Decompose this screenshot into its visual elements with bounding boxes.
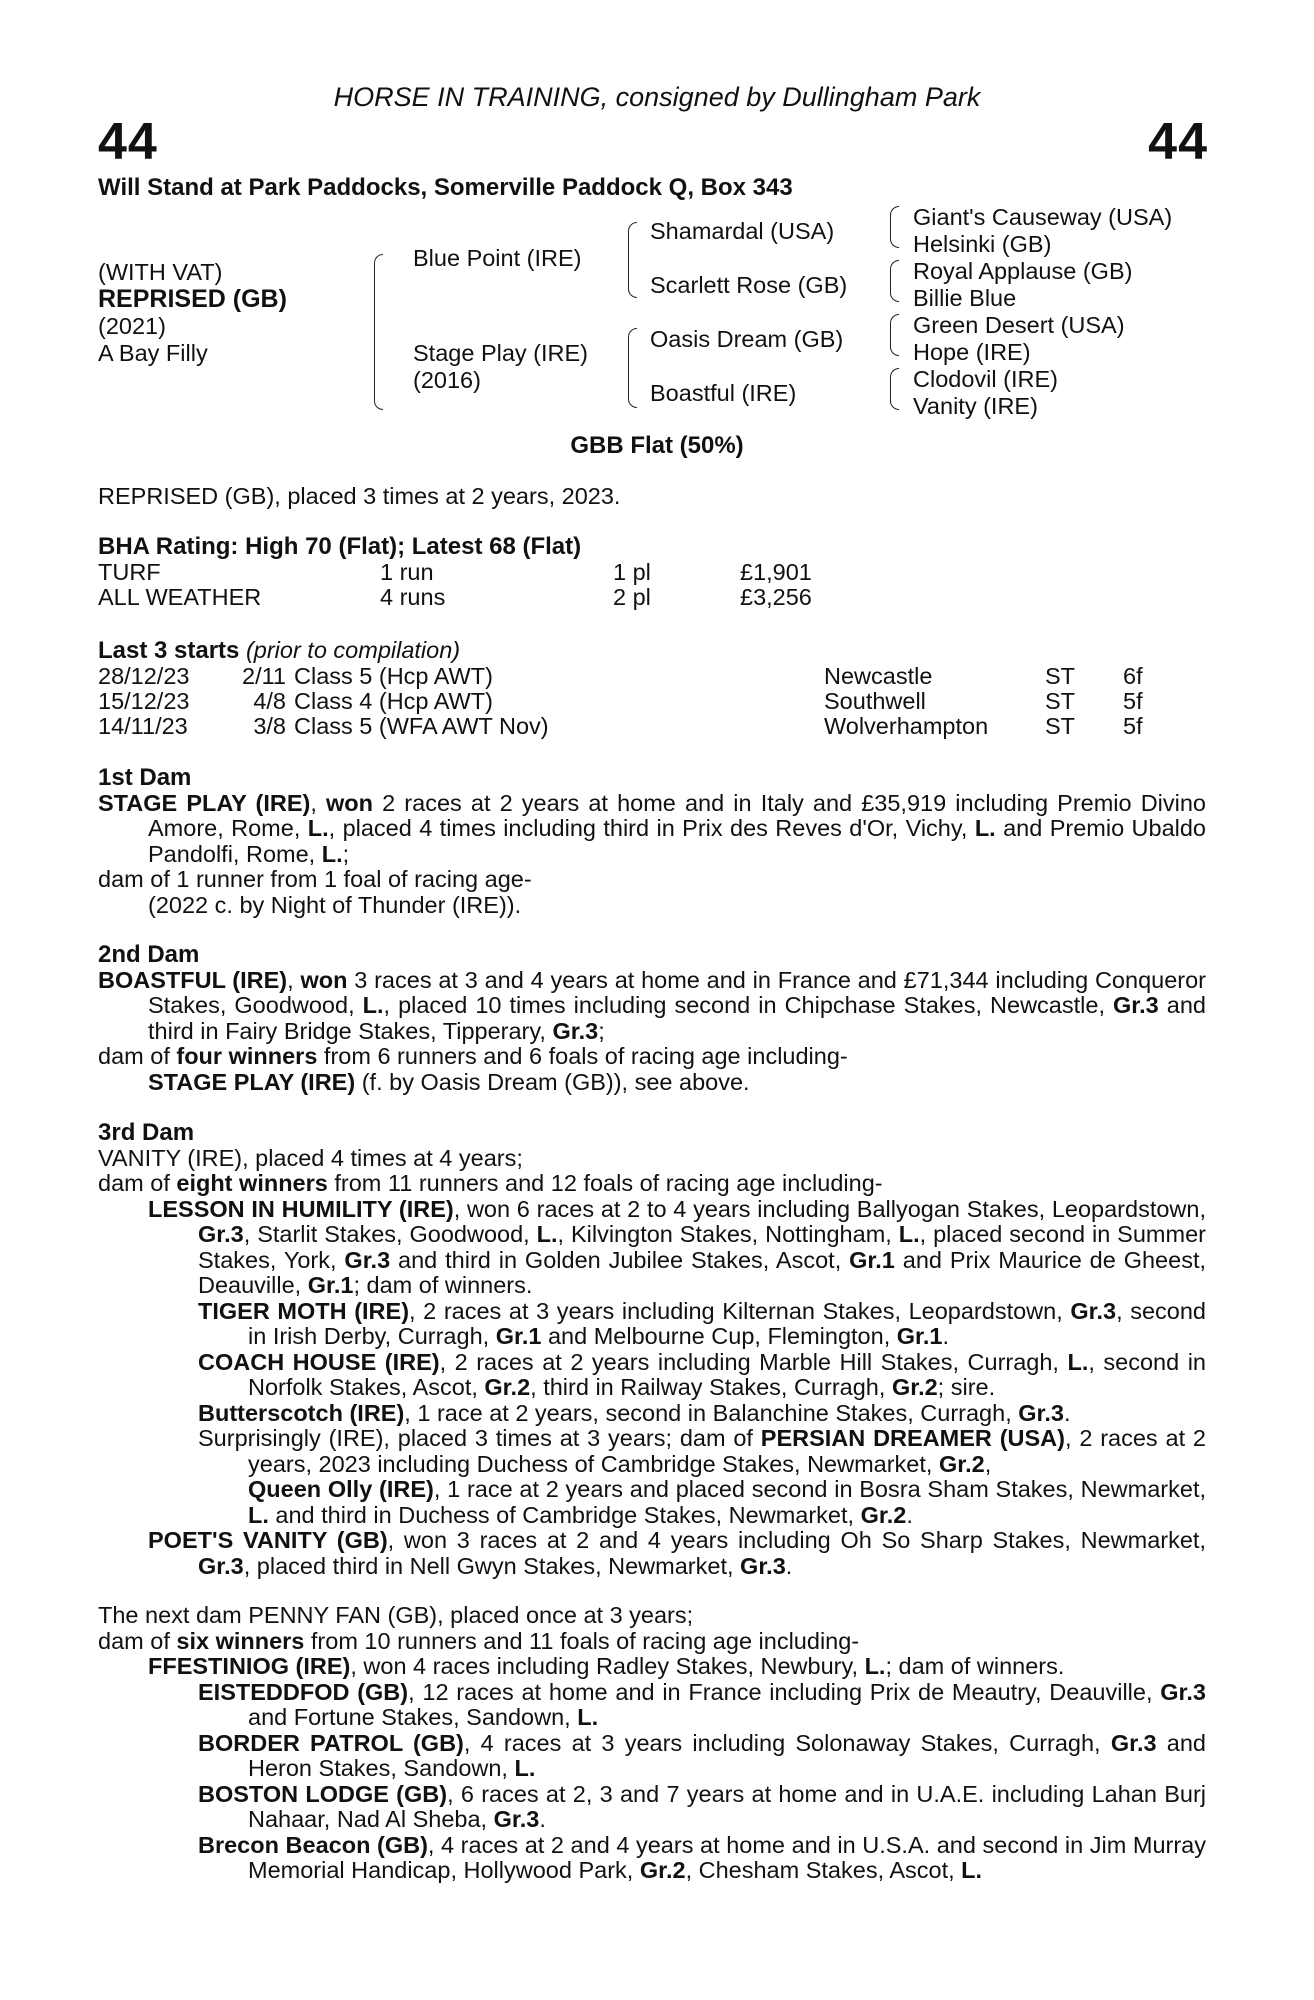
distance-cell: 6f [1123, 662, 1143, 689]
ss-dam: Helsinki (GB) [913, 231, 1052, 257]
next-dam-section [98, 1603, 1206, 1884]
group-mark: Gr.3 [1110, 1729, 1157, 1756]
ds-dam: Hope (IRE) [913, 339, 1031, 365]
group-mark: Gr.3 [1018, 1399, 1064, 1426]
placings-cell: 1 pl [613, 558, 651, 585]
dam-dam: Boastful (IRE) [650, 380, 797, 406]
progeny-name: EISTEDDFOD (GB) [198, 1678, 409, 1705]
position-cell: 4/8 [253, 687, 286, 714]
group-mark: Gr.2 [860, 1501, 907, 1528]
group-mark: Gr.3 [1070, 1297, 1117, 1324]
table-row [98, 560, 812, 585]
first-dam-section [98, 765, 1206, 918]
record-text: , 1 race at 2 years and placed second in Bosra Sham Stakes, Newmarket, [433, 1476, 1206, 1502]
record-text: , third in Railway Stakes, Curragh, [530, 1374, 892, 1400]
position-cell: 2/11 [242, 662, 286, 689]
progeny-name: BOSTON LODGE (GB) [198, 1780, 448, 1807]
record-text: , 12 races at home and in France including Prix de Meautry, Deauville, [408, 1678, 1161, 1705]
record-text: , Kilvington Stakes, Nottingham, [557, 1221, 899, 1247]
group-mark: Gr.2 [938, 1450, 985, 1477]
lot-number-left: 44 [98, 113, 158, 171]
progeny-name: Queen Olly (IRE) [248, 1476, 434, 1502]
won-word: won [326, 789, 374, 816]
grandprogeny-border-patrol [98, 1731, 1206, 1782]
group-mark: Gr.3 [344, 1246, 391, 1273]
record-text: , placed 4 times including third in Prix des Reves d'Or, Vichy, [328, 815, 975, 841]
dam-year: (2016) [413, 367, 481, 393]
rating-section [98, 534, 1206, 610]
lot-number-right: 44 [1148, 113, 1208, 171]
group-mark: Gr.2 [639, 1857, 686, 1883]
first-dam-record: STAGE PLAY (IRE), won 2 races at 2 years at home and in Italy and £35,919 including Premio Divino Amore, Rome, L., placed 4 times including third in Prix des Reves d'Or, Vichy, L. and Premio Ubaldo Pandolfi, Rome, L.; [98, 789, 1207, 867]
listed-mark: L. [961, 1857, 983, 1883]
winners-count: six winners [176, 1627, 305, 1654]
runs-cell: 4 runs [380, 583, 446, 610]
sd-dam: Billie Blue [913, 285, 1017, 311]
progeny-name: Butterscotch (IRE) [198, 1399, 405, 1426]
record-text: ; sire. [937, 1374, 996, 1400]
record-text: and Heron Stakes, Sandown, [248, 1729, 1206, 1781]
class-cell: Class 4 (Hcp AWT) [294, 687, 493, 714]
record-text: dam of [98, 1170, 177, 1196]
second-dam-progeny [98, 1070, 1206, 1096]
grandprogeny-surprisingly: Surprisingly (IRE), placed 3 times at 3 years; dam of PERSIAN DREAMER (USA), 2 races at 2 years, 2023 including Duchess of Cambridge Stakes, Newmarket, Gr.2, Queen Olly (IRE), 1 race at 2 years and placed second in Bosra Sham Stakes, Newmarket, L. and third in Duchess of Cambridge Stakes, Newmarket, Gr.2. [198, 1425, 1206, 1528]
surface-cell: ALL WEATHER [98, 583, 262, 610]
group-mark: Gr.1 [307, 1272, 354, 1298]
listed-mark: L. [898, 1221, 920, 1247]
listed-mark: L. [307, 815, 329, 841]
winners-count: eight winners [176, 1170, 328, 1196]
third-dam-produce [98, 1171, 1206, 1197]
grandprogeny-boston-lodge [98, 1782, 1206, 1833]
sire-dam: Scarlett Rose (GB) [650, 272, 848, 298]
horse-name: REPRISED (GB) [98, 285, 287, 313]
first-dam-foal: (2022 c. by Night of Thunder (IRE)). [148, 891, 522, 918]
table-row [98, 585, 812, 610]
grandprogeny-butterscotch [98, 1401, 1206, 1427]
table-row [98, 714, 1143, 739]
rating-table [98, 560, 812, 610]
progeny-name: STAGE PLAY (IRE) [148, 1068, 356, 1095]
starts-table [98, 664, 1143, 739]
going-cell: ST [1045, 712, 1076, 739]
going-cell: ST [1045, 662, 1076, 689]
date-cell: 15/12/23 [98, 687, 190, 714]
second-dam-produce [98, 1044, 1206, 1070]
record-text: , placed third in Nell Gwyn Stakes, Newmarket, [243, 1552, 741, 1579]
progeny-name: FFESTINIOG (IRE) [148, 1653, 351, 1679]
record-text: . [1063, 1399, 1071, 1426]
third-dam-heading: 3rd Dam [98, 1119, 195, 1146]
consignment-header: HORSE IN TRAINING, consigned by Dullingham Park [333, 82, 981, 112]
sd-sire: Royal Applause (GB) [913, 258, 1133, 284]
dam: Stage Play (IRE) [413, 340, 589, 366]
runs-cell: 1 run [380, 558, 434, 585]
going-cell: ST [1045, 687, 1076, 714]
record-text: from 11 runners and 12 foals of racing age including- [327, 1170, 883, 1196]
record-text: ; dam of winners. [885, 1653, 1065, 1679]
dam-sire: Oasis Dream (GB) [650, 326, 844, 352]
second-dam-heading: 2nd Dam [98, 941, 200, 968]
progeny-poets-vanity [98, 1528, 1206, 1579]
group-mark: Gr.2 [891, 1374, 938, 1400]
record-text: , placed 10 times including second in Chipchase Stakes, Newcastle, [383, 992, 1114, 1018]
last-starts-title: Last 3 starts [98, 637, 240, 664]
record-text: . [942, 1323, 950, 1349]
winners-count: four winners [176, 1043, 318, 1069]
progeny-name: COACH HOUSE (IRE) [198, 1348, 440, 1375]
group-mark: Gr.3 [1113, 992, 1159, 1018]
stand-location: Will Stand at Park Paddocks, Somerville Paddock Q, Box 343 [98, 174, 793, 201]
record-text: . [906, 1501, 913, 1528]
listed-mark: L. [514, 1755, 536, 1781]
record-text: dam of [98, 1627, 177, 1654]
group-mark: Gr.3 [198, 1552, 244, 1579]
record-text: from 6 runners and 6 foals of racing age including- [317, 1043, 848, 1069]
listed-mark: L. [577, 1704, 599, 1730]
record-text: , 4 races at 3 years including Solonaway Stakes, Curragh, [463, 1729, 1111, 1756]
record-text: , Chesham Stakes, Ascot, [685, 1857, 962, 1883]
grandprogeny-brecon-beacon [98, 1833, 1206, 1884]
grandprogeny-tiger-moth [98, 1299, 1206, 1350]
third-dam-section [98, 1120, 1206, 1579]
dd-dam: Vanity (IRE) [913, 393, 1038, 419]
grandprogeny-coach-house [98, 1350, 1206, 1401]
progeny-ffestiniog [98, 1654, 1206, 1680]
listed-mark: L. [248, 1501, 269, 1528]
date-cell: 14/11/23 [98, 712, 188, 739]
next-dam-record: The next dam PENNY FAN (GB), placed once at 3 years; [98, 1602, 694, 1628]
distance-cell: 5f [1123, 712, 1143, 739]
record-text: 2 races at 2 years at home and in Italy and £35,919 including Premio Divino Amore, Rome, [148, 789, 1207, 841]
dd-sire: Clodovil (IRE) [913, 366, 1058, 392]
course-cell: Wolverhampton [824, 712, 989, 739]
listed-mark: L. [864, 1653, 886, 1679]
class-cell: Class 5 (WFA AWT Nov) [294, 712, 549, 739]
progeny-name: Brecon Beacon (GB) [198, 1831, 428, 1858]
sire: Blue Point (IRE) [413, 245, 582, 271]
first-dam-produce: dam of 1 runner from 1 foal of racing age- [98, 866, 532, 892]
record-text: and third in Fairy Bridge Stakes, Tipperary, [148, 992, 1206, 1044]
brace-generation-1 [374, 254, 383, 410]
progeny-name: POET'S VANITY (GB) [148, 1527, 388, 1553]
group-mark: Gr.1 [495, 1323, 542, 1349]
group-mark: Gr.3 [493, 1806, 540, 1832]
distance-cell: 5f [1123, 687, 1143, 714]
record-text: and Fortune Stakes, Sandown, [248, 1704, 578, 1730]
record-text: and Premio Ubaldo Pandolfi, Rome, [148, 815, 1206, 867]
vat-note: (WITH VAT) [98, 259, 223, 285]
record-text: (f. by Oasis Dream (GB)), see above. [355, 1068, 750, 1095]
group-mark: Gr.1 [896, 1323, 943, 1349]
record-text: ; dam of winners. [353, 1272, 533, 1298]
progeny-name: PERSIAN DREAMER (USA) [760, 1425, 1065, 1451]
group-mark: Gr.3 [740, 1552, 786, 1579]
record-text: , placed second in Summer Stakes, York, [198, 1221, 1206, 1273]
rating-title: BHA Rating: High 70 (Flat); Latest 68 (Flat) [98, 533, 582, 560]
record-text: , second in Irish Derby, Curragh, [248, 1297, 1206, 1349]
group-mark: Gr.3 [552, 1017, 599, 1044]
brace-ds [890, 314, 899, 356]
second-dam-record: BOASTFUL (IRE), won 3 races at 3 and 4 years at home and in France and £71,344 including Conqueror Stakes, Goodwood, L., placed 10 times including second in Chipchase Stakes, Newcastle, Gr.3 and third in Fairy Bridge Stakes, Tipperary, Gr.3; [98, 966, 1206, 1044]
record-text: , 1 race at 2 years, second in Balanchine Stakes, Curragh, [404, 1399, 1019, 1426]
date-cell: 28/12/23 [98, 662, 190, 689]
record-text: , won 6 races at 2 to 4 years including Ballyogan Stakes, Leopardstown, [453, 1195, 1206, 1222]
group-mark: Gr.3 [198, 1221, 244, 1247]
record-text: . [785, 1552, 793, 1579]
record-text: Surprisingly (IRE), placed 3 times at 3 years; dam of [198, 1425, 761, 1451]
grandprogeny-eisteddfod [98, 1680, 1206, 1731]
horse-description: A Bay Filly [98, 340, 208, 366]
position-cell: 3/8 [253, 712, 286, 739]
first-dam-heading: 1st Dam [98, 764, 192, 791]
record-text: dam of [98, 1043, 177, 1069]
listed-mark: L. [536, 1221, 558, 1247]
record-text: , won 4 races including Radley Stakes, Newbury, [350, 1653, 865, 1679]
dam-name: BOASTFUL (IRE) [98, 966, 288, 993]
gbb-flat: GBB Flat (50%) [570, 432, 744, 459]
record-text: , 2 races at 2 years, 2023 including Duchess of Cambridge Stakes, Newmarket, [248, 1425, 1206, 1477]
brace-sd [890, 260, 899, 302]
record-text: and Melbourne Cup, Flemington, [541, 1323, 897, 1349]
listed-mark: L. [362, 992, 384, 1018]
record-text: ; [342, 840, 350, 867]
record-text: , won 3 races at 2 and 4 years including Oh So Sharp Stakes, Newmarket, [387, 1527, 1206, 1553]
record-text: , 2 races at 2 years including Marble Hill Stakes, Curragh, [439, 1348, 1068, 1375]
table-row [98, 664, 1143, 689]
dam-name: STAGE PLAY (IRE) [98, 789, 311, 816]
third-dam-record: VANITY (IRE), placed 4 times at 4 years; [98, 1144, 523, 1171]
record-text: ; [598, 1017, 605, 1044]
record-text: , 6 races at 2, 3 and 7 years at home and in U.A.E. including Lahan Burj Nahaar, Nad Al Sheba, [248, 1780, 1207, 1832]
record-text: and third in Duchess of Cambridge Stakes, Newmarket, [268, 1501, 861, 1528]
brace-dam-parents [628, 328, 637, 408]
ss-sire: Giant's Causeway (USA) [913, 204, 1173, 230]
brace-dd [890, 368, 899, 410]
record-text: from 10 runners and 11 foals of racing age including- [304, 1627, 860, 1654]
listed-mark: L. [321, 840, 343, 867]
progeny-name: TIGER MOTH (IRE) [198, 1297, 410, 1324]
record-text: and Prix Maurice de Gheest, Deauville, [198, 1246, 1207, 1298]
placings-cell: 2 pl [613, 583, 651, 610]
horse-year: (2021) [98, 313, 166, 339]
earnings-cell: £1,901 [740, 558, 812, 585]
group-mark: Gr.1 [849, 1246, 895, 1273]
table-row [98, 689, 1143, 714]
listed-mark: L. [1067, 1348, 1089, 1375]
surface-cell: TURF [98, 558, 161, 585]
record-text: , Starlit Stakes, Goodwood, [243, 1221, 537, 1247]
record-text: and third in Golden Jubilee Stakes, Ascot, [390, 1246, 850, 1273]
last-starts-section [98, 638, 1206, 739]
record-text: , second in Norfolk Stakes, Ascot, [248, 1348, 1207, 1400]
record-text: , 2 races at 3 years including Kilternan Stakes, Leopardstown, [409, 1297, 1071, 1324]
group-mark: Gr.3 [1160, 1678, 1206, 1705]
won-word: won [300, 966, 348, 993]
progeny-name: LESSON IN HUMILITY (IRE) [148, 1195, 454, 1222]
race-summary: REPRISED (GB), placed 3 times at 2 years, 2023. [98, 483, 621, 509]
progeny-lesson-in-humility [98, 1197, 1206, 1299]
brace-sire-parents [628, 222, 637, 298]
brace-ss [890, 206, 899, 248]
next-dam-produce [98, 1629, 1206, 1655]
record-text: . [539, 1806, 546, 1832]
record-text: , 4 races at 2 and 4 years at home and in U.S.A. and second in Jim Murray Memorial Handicap, Hollywood Park, [248, 1831, 1206, 1883]
progeny-name: BORDER PATROL (GB) [198, 1729, 464, 1756]
listed-mark: L. [974, 815, 996, 841]
second-dam-section [98, 942, 1206, 1095]
ds-sire: Green Desert (USA) [913, 312, 1125, 338]
earnings-cell: £3,256 [740, 583, 812, 610]
group-mark: Gr.2 [484, 1374, 531, 1400]
sire-sire: Shamardal (USA) [650, 218, 835, 244]
record-text: 3 races at 3 and 4 years at home and in France and £71,344 including Conqueror Stakes, Goodwood, [148, 966, 1206, 1018]
course-cell: Newcastle [824, 662, 933, 689]
course-cell: Southwell [824, 687, 926, 714]
class-cell: Class 5 (Hcp AWT) [294, 662, 493, 689]
last-starts-note: (prior to compilation) [245, 637, 461, 663]
